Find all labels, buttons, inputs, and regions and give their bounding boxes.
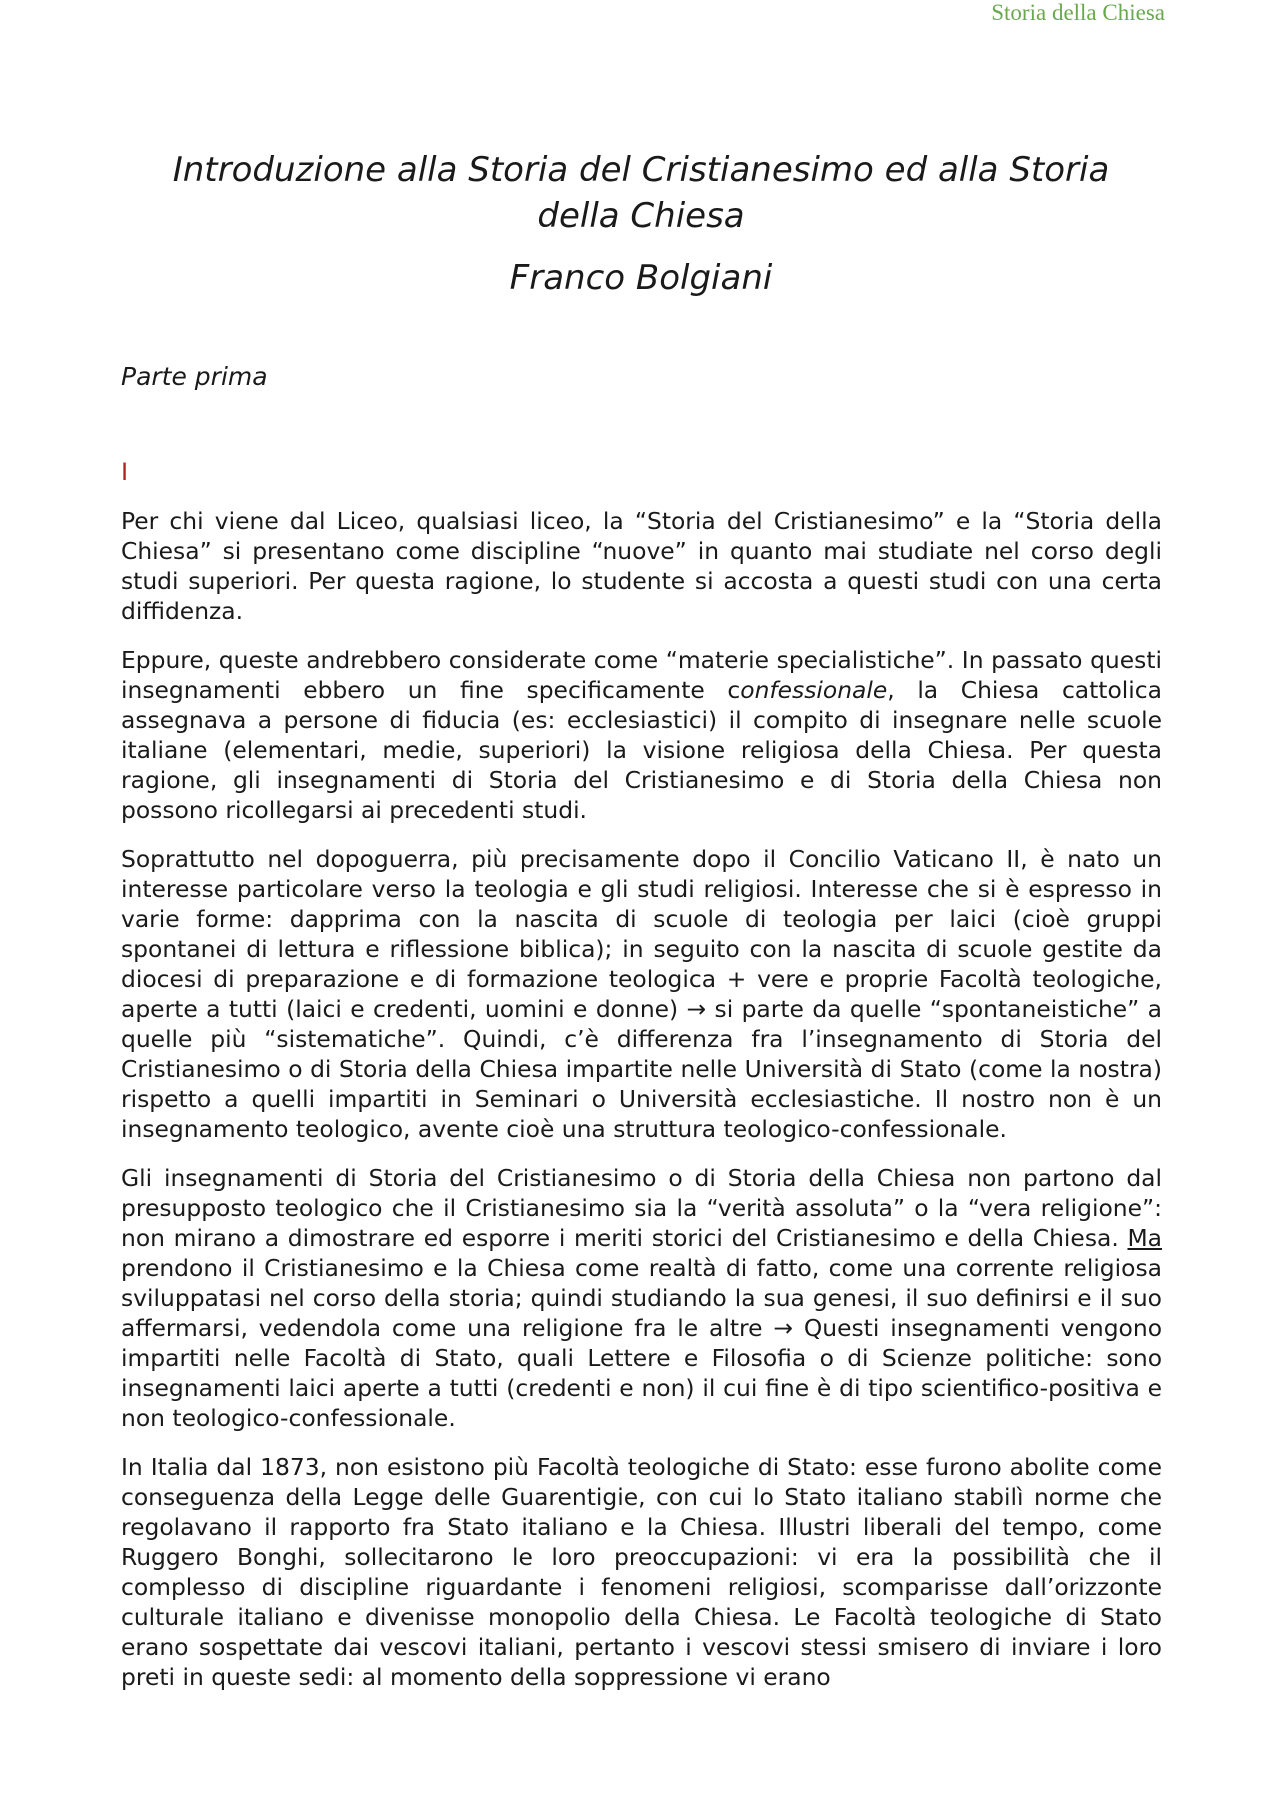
paragraph-5: In Italia dal 1873, non esistono più Facoltà teologiche di Stato: esse furono abolite come conseguenza della Legge delle Guarentigie, con cui lo Stato italiano stabilì norme che regolavano il rapporto fra Stato italiano e la Chiesa. Illustri liberali del tempo, come Ruggero Bonghi, sollecitarono le loro preoccupazioni: vi era la possibilità che il complesso di discipline riguardante i fenomeni religiosi, scomparisse dall’orizzonte culturale italiano e divenisse monopolio della Chiesa. Le Facoltà teologiche di Stato erano sospettate dai vescovi italiani, pertanto i vescovi stessi smisero di inviare i loro preti in queste sedi: al momento della soppressione vi erano [121,1453,1162,1691]
paragraph-2-part-b: , la Chiesa cattolica assegnava a persone di fiducia (es: ecclesiastici) il compito di insegnare nelle scuole italiane (elementari, medie, superiori) la visione religiosa della Chiesa. Per questa ragione, gli insegnamenti di Storia del Cristianesimo e di Storia della Chiesa non possono ricollegarsi ai precedenti studi. [121,676,1162,824]
body-text [121,506,1162,1711]
part-heading: Parte prima [121,362,268,391]
paragraph-4-part-b: prendono il Cristianesimo e la Chiesa come realtà di fatto, come una corrente religiosa sviluppatasi nel corso della storia; quindi studiando la sua genesi, il suo definirsi e il suo affermarsi, vedendola come una religione fra le altre → Questi insegnamenti vengono impartiti nelle Facoltà di Stato, quali Lettere e Filosofia o di Scienze politiche: sono insegnamenti laici aperte a tutti (credenti e non) il cui fine è di tipo scientifico-positiva e non teologico-confessionale. [121,1254,1162,1432]
running-header: Storia della Chiesa [991,0,1165,25]
paragraph-2-italic: onfessionale [740,676,888,704]
chapter-number: I [121,458,129,486]
paragraph-2-part-a: Eppure, queste andrebbero considerate come “materie specialistiche”. In passato questi insegnamenti ebbero un fine specificamente c [121,646,1162,704]
document-title [121,147,1161,239]
title-line-1: Introduzione alla Storia del Cristianesimo ed alla Storia [172,150,1110,190]
paragraph-2 [121,645,1162,825]
title-line-2: della Chiesa [537,196,745,236]
paragraph-3: Soprattutto nel dopoguerra, più precisamente dopo il Concilio Vaticano II, è nato un interesse particolare verso la teologia e gli studi religiosi. Interesse che si è espresso in varie forme: dapprima con la nascita di scuole di teologia per laici (cioè gruppi spontanei di lettura e riflessione biblica); in seguito con la nascita di scuole gestite da diocesi di preparazione e di formazione teologica + vere e proprie Facoltà teologiche, aperte a tutti (laici e credenti, uomini e donne) → si parte da quelle “spontaneistiche” a quelle più “sistematiche”. Quindi, c’è differenza fra l’insegnamento di Storia del Cristianesimo o di Storia della Chiesa impartite nelle Università di Stato (come la nostra) rispetto a quelli impartiti in Seminari o Università ecclesiastiche. Il nostro non è un insegnamento teologico, avente cioè una struttura teologico-confessionale. [121,845,1162,1143]
paragraph-4-part-a: Gli insegnamenti di Storia del Cristianesimo o di Storia della Chiesa non partono dal presupposto teologico che il Cristianesimo sia la “verità assoluta” o la “vera religione”: non mirano a dimostrare ed esporre i meriti storici del Cristianesimo e della Chiesa. [121,1164,1162,1252]
paragraph-4 [121,1163,1162,1433]
author-name: Franco Bolgiani [509,258,773,298]
paragraph-4-underlined-word: Ma [1127,1224,1162,1252]
paragraph-1: Per chi viene dal Liceo, qualsiasi liceo, la “Storia del Cristianesimo” e la “Storia della Chiesa” si presentano come discipline “nuove” in quanto mai studiate nel corso degli studi superiori. Per questa ragione, lo studente si accosta a questi studi con una certa diffidenza. [121,507,1162,625]
